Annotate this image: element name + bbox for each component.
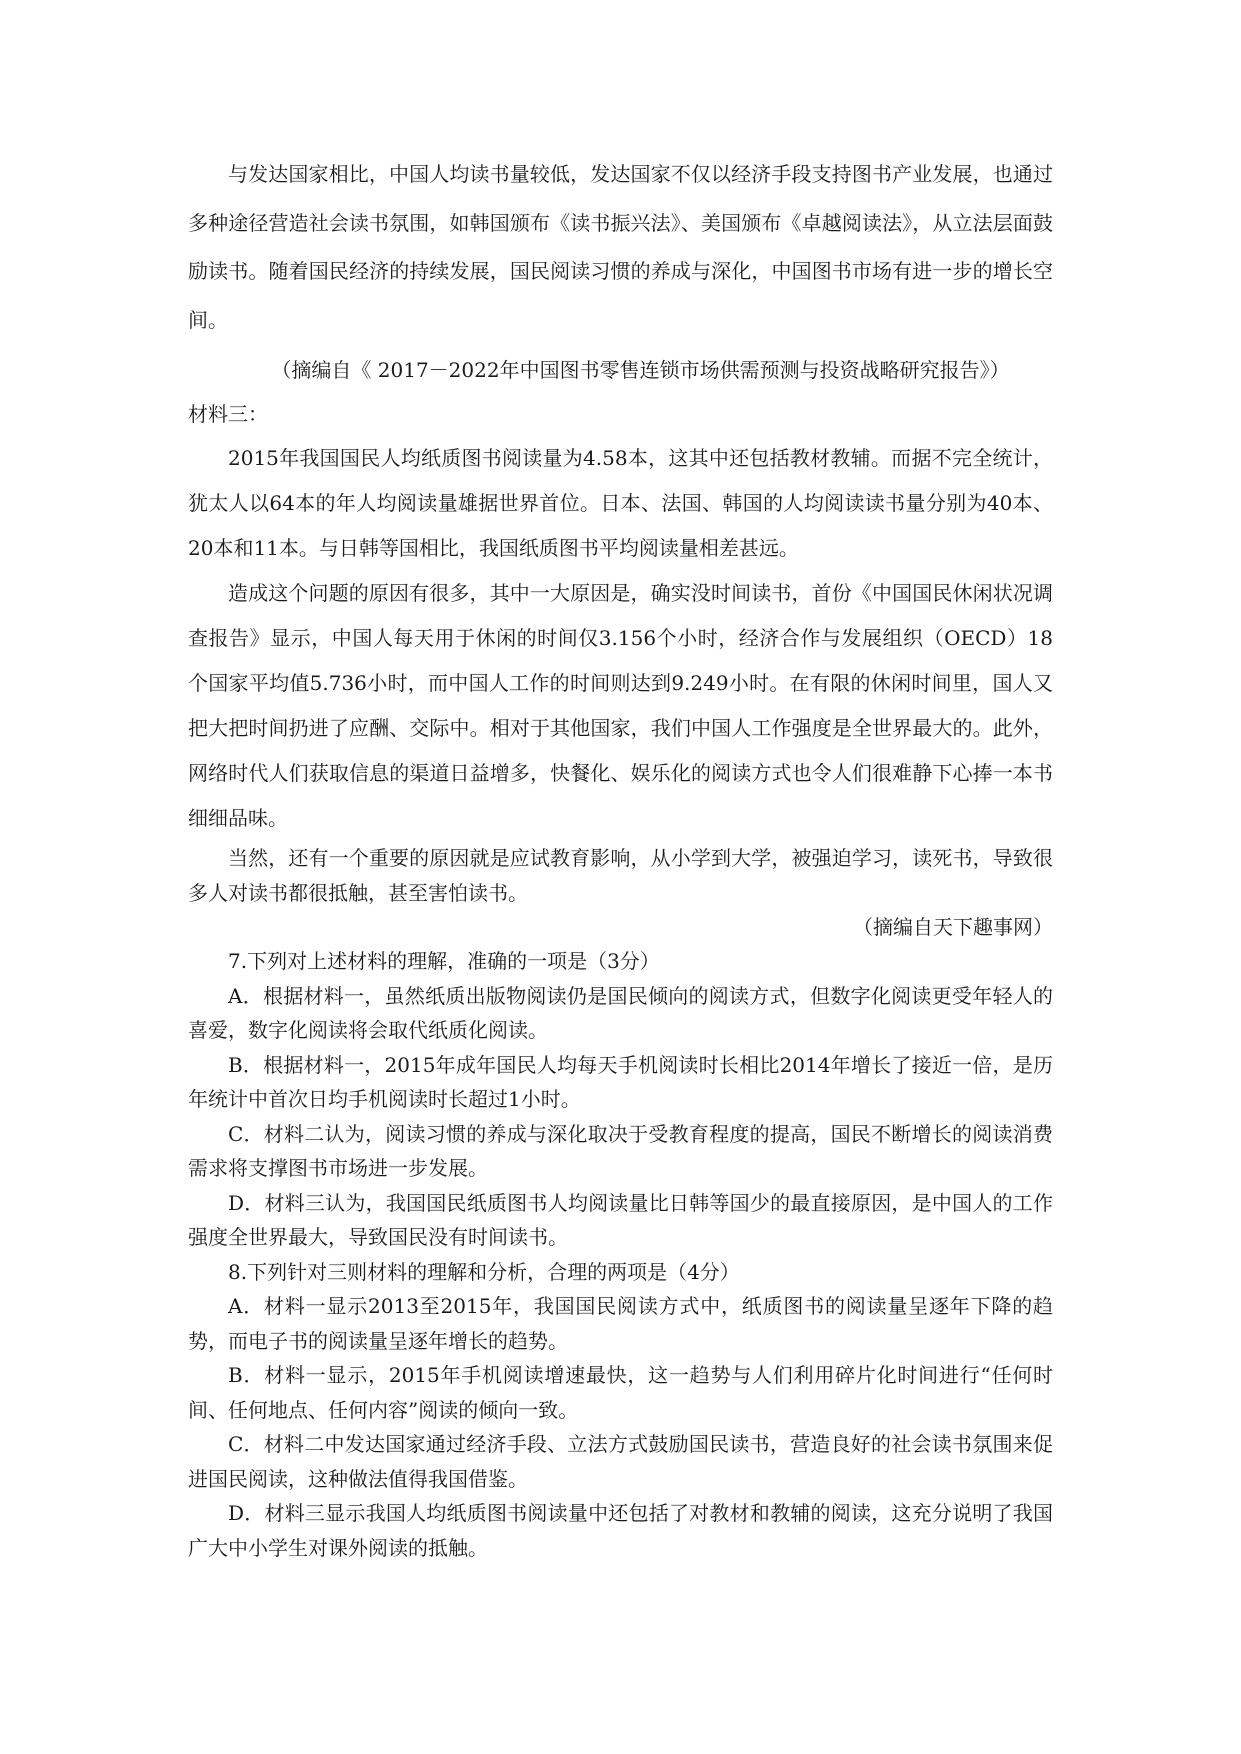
material-three-source: （摘编自天下趣事网）	[853, 915, 1053, 939]
question-8-option-b: B．材料一显示，2015年手机阅读增速最快，这一趋势与人们利用碎片化时间进行“任何时间、任何地点、任何内容”阅读的倾向一致。	[188, 1363, 1053, 1422]
question-7-option-c: C．材料二认为，阅读习惯的养成与深化取决于受教育程度的提高，国民不断增长的阅读消费需求将支撑图书市场进一步发展。	[188, 1121, 1053, 1180]
question-8-option-c: C．材料二中发达国家通过经济手段、立法方式鼓励国民读书，营造良好的社会读书氛围来促进国民阅读，这种做法值得我国借鉴。	[188, 1432, 1053, 1491]
material-three-paragraph-2: 造成这个问题的原因有很多，其中一大原因是，确实没时间读书，首份《中国国民休闲状况调查报告》显示，中国人每天用于休闲的时间仅3.156个小时，经济合作与发展组织（OECD）18个国家平均值5.736小时，而中国人工作的时间则达到9.249小时。在有限的休闲时间里，国人又把大把时间扔进了应酬、交际中。相对于其他国家，我们中国人工作强度是全世界最大的。此外，网络时代人们获取信息的渠道日益增多，快餐化、娱乐化的阅读方式也令人们很难静下心捧一本书细细品味。	[188, 581, 1053, 830]
material-two-source: （摘编自《 2017－2022年中国图书零售连锁市场供需预测与投资战略研究报告》）	[271, 358, 1010, 382]
question-7-option-a: A．根据材料一，虽然纸质出版物阅读仍是国民倾向的阅读方式，但数字化阅读更受年轻人的喜爱，数字化阅读将会取代纸质化阅读。	[188, 983, 1053, 1042]
question-7-option-d: D．材料三认为，我国国民纸质图书人均阅读量比日韩等国少的最直接原因，是中国人的工作强度全世界最大，导致国民没有时间读书。	[188, 1190, 1053, 1249]
question-8-option-a: A．材料一显示2013至2015年，我国国民阅读方式中，纸质图书的阅读量呈逐年下降的趋势，而电子书的阅读量呈逐年增长的趋势。	[188, 1294, 1053, 1353]
question-8-stem: 8.下列针对三则材料的理解和分析，合理的两项是（4分）	[228, 1259, 740, 1284]
material-three-paragraph-1: 2015年我国国民人均纸质图书阅读量为4.58本，这其中还包括教材教辅。而据不完全统计，犹太人以64本的年人均阅读量雄据世界首位。日本、法国、韩国的人均阅读读书量分别为40本、20本和11本。与日韩等国相比，我国纸质图书平均阅读量相差甚远。	[188, 446, 1053, 560]
material-three-paragraph-3: 当然，还有一个重要的原因就是应试教育影响，从小学到大学，被强迫学习，读死书，导致很多人对读书都很抵触，甚至害怕读书。	[188, 846, 1053, 905]
question-8-option-d: D．材料三显示我国人均纸质图书阅读量中还包括了对教材和教辅的阅读，这充分说明了我国广大中小学生对课外阅读的抵触。	[188, 1501, 1053, 1560]
question-7-stem: 7.下列对上述材料的理解，准确的一项是（3分）	[228, 949, 660, 973]
material-two-paragraph: 与发达国家相比，中国人均读书量较低，发达国家不仅以经济手段支持图书产业发展，也通过多种途径营造社会读书氛围，如韩国颁布《读书振兴法》、美国颁布《卓越阅读法》，从立法层面鼓励读书。随着国民经济的持续发展，国民阅读习惯的养成与深化，中国图书市场有进一步的增长空间。	[188, 162, 1053, 332]
question-7-option-b: B．根据材料一，2015年成年国民人均每天手机阅读时长相比2014年增长了接近一倍，是历年统计中首次日均手机阅读时长超过1小时。	[188, 1052, 1053, 1111]
material-three-label: 材料三：	[188, 402, 268, 426]
